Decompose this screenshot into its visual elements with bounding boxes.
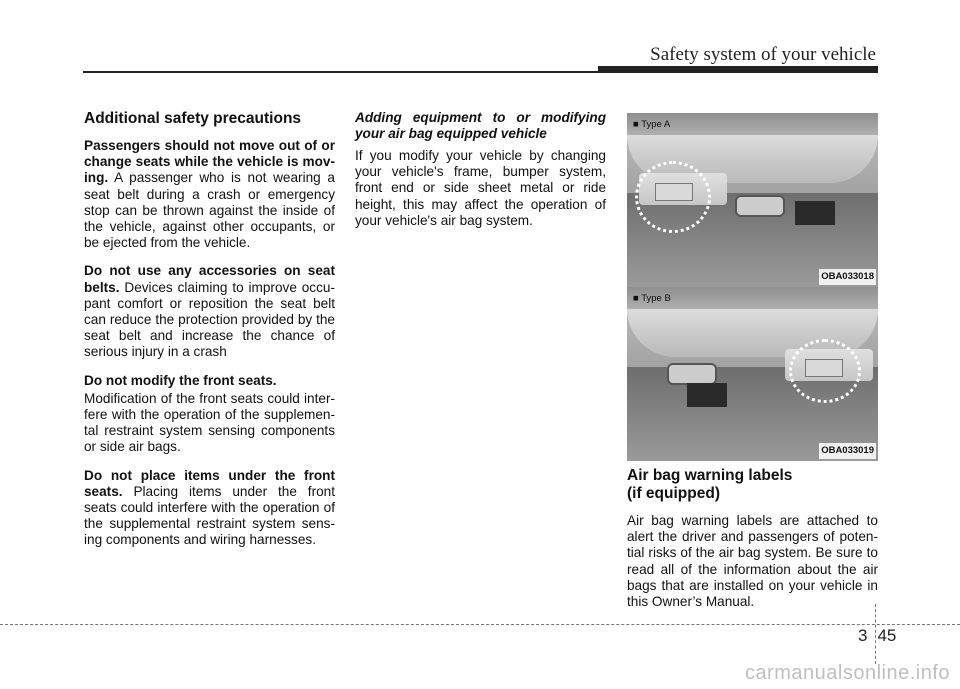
paragraph-modify-vehicle: If you modify your vehicle by changing your vehicle's frame, bumper system, front end or side sheet metal or ride height, this may affect the operation of your vehicle's air bag system.	[355, 148, 606, 228]
paragraph-accessories	[84, 263, 335, 360]
header-title: Safety system of your vehicle	[650, 44, 876, 65]
paragraph-text: A passenger who is not wearing a seat belt during a crash or emergency stop can be thrown against the inside of the vehicle, against other occupants, or be ejected from the vehicle.	[84, 170, 335, 251]
section-number: 3	[858, 626, 868, 645]
column-left	[84, 110, 335, 561]
section-heading-airbag-labels	[627, 467, 878, 503]
paragraph-text: Devices claiming to improve occu-pant comfort or reposition the seat belt can reduce the protection provided by the seat belt and increase the chance of serious injury in a crash	[84, 279, 335, 360]
paragraph-modify-seats-text: Modification of the front seats could inter-fere with the operation of the supplemen-tal restraint system sensing components or side air bags.	[84, 390, 335, 455]
paragraph-text: Placing items under the front seats could interfere with the operation of the supplemental restraint system sens-ing components and wiring harnesses.	[84, 483, 335, 548]
bold-lead: Passengers should not move out of or change seats while the vehicle is mov-ing.	[84, 138, 335, 186]
image-tag: ■ Type A	[633, 119, 671, 130]
heading-line: Air bag warning labels	[627, 467, 793, 484]
image-type-a	[627, 113, 878, 287]
watermark: carmanualsonline.info	[744, 662, 950, 684]
image-tag: ■ Type B	[633, 293, 671, 304]
highlight-circle	[789, 339, 861, 403]
subheading-adding-equipment: Adding equipment to or modifying your air bag equipped vehicle	[355, 110, 606, 141]
image-code: OBA033018	[819, 269, 876, 285]
highlight-circle	[635, 161, 711, 233]
bold-lead: Do not modify the front seats.	[84, 372, 277, 388]
column-middle	[355, 110, 606, 241]
section-heading-additional-safety: Additional safety precautions	[84, 110, 302, 127]
image-type-b	[627, 287, 878, 461]
heading-line: (if equipped)	[627, 485, 720, 502]
image-code: OBA033019	[819, 443, 876, 459]
mirror-mount	[795, 201, 835, 225]
mirror	[667, 363, 717, 385]
footer-rule	[0, 624, 960, 625]
paragraph-airbag-labels: Air bag warning labels are attached to alert the driver and passengers of poten-tial risks of the air bag system. Be sure to read all of the information about the air bags that are installed on your vehicle in this Owner’s Manual.	[627, 513, 878, 610]
page-number	[858, 626, 896, 646]
bold-lead: Do not use any accessories on seat belts.	[84, 263, 335, 295]
page-number-value: 45	[877, 626, 897, 645]
paragraph-change-seats	[84, 138, 335, 251]
header-bar	[598, 66, 878, 73]
mirror	[735, 195, 785, 217]
bold-lead: Do not place items under the front seats.	[84, 467, 335, 499]
column-right	[627, 113, 878, 622]
paragraph-items-under-seats	[84, 468, 335, 549]
mirror-mount	[687, 383, 727, 407]
paragraph-modify-seats	[84, 373, 335, 389]
